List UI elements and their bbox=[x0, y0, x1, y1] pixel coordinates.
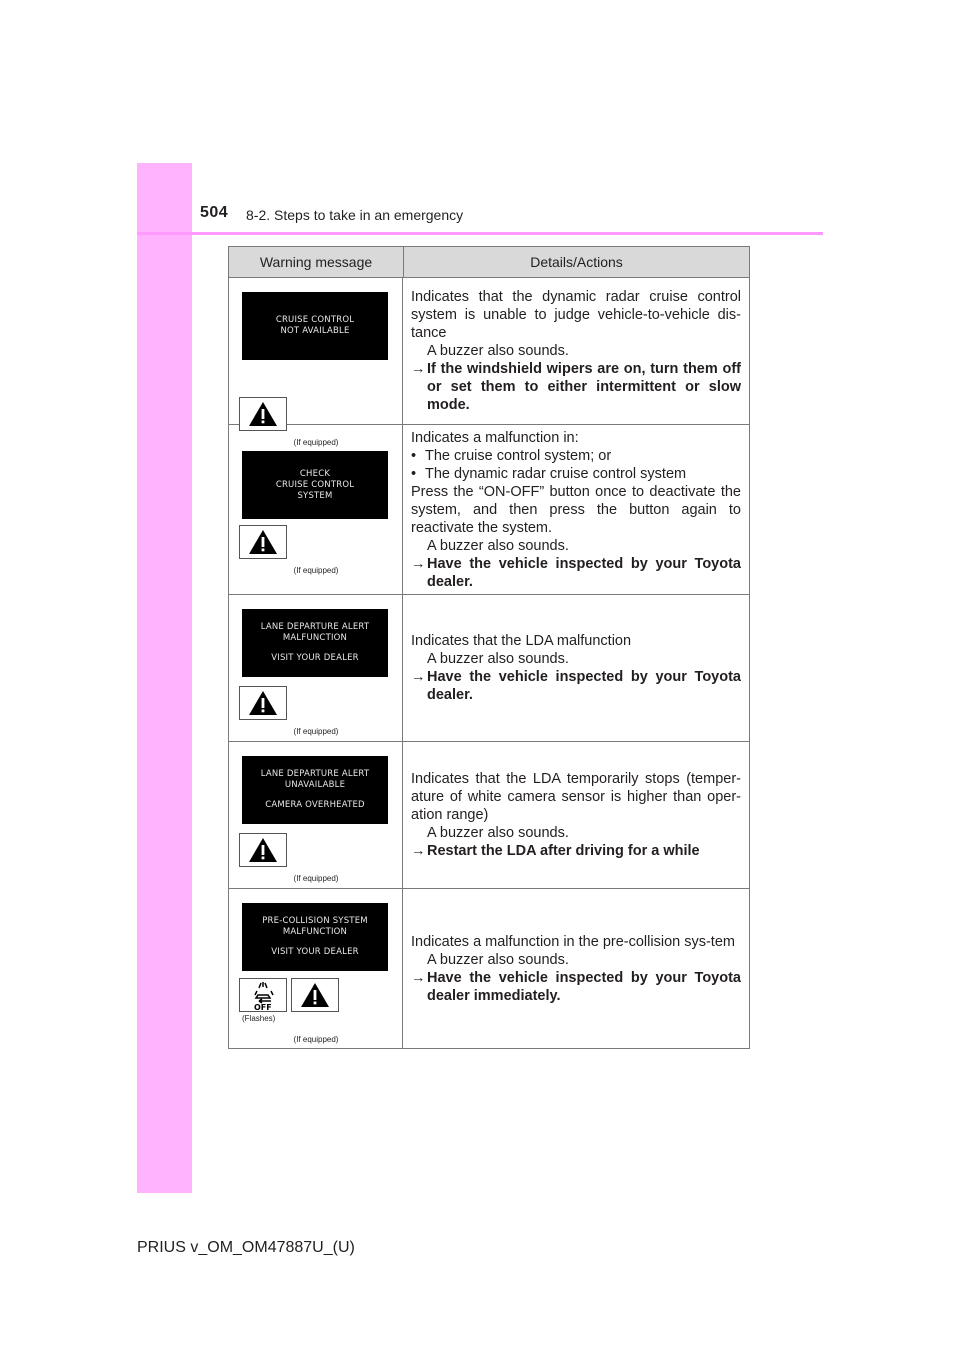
warning-triangle-icon bbox=[291, 978, 339, 1012]
column-header-warning-message: Warning message bbox=[229, 247, 404, 277]
screen-text-line: MALFUNCTION bbox=[282, 927, 348, 937]
bullet-mark: • bbox=[411, 465, 417, 482]
if-equipped-note: (If equipped) bbox=[293, 1035, 339, 1044]
screen-text-line: UNAVAILABLE bbox=[284, 780, 346, 790]
screen-text-line: MALFUNCTION bbox=[282, 633, 348, 643]
buzzer-note: A buzzer also sounds. bbox=[427, 825, 569, 841]
if-equipped-note: (If equipped) bbox=[293, 438, 339, 447]
description-text: Indicates that the dynamic radar cruise control system is unable to judge vehicle-to-vehicle dis-tance bbox=[411, 289, 741, 341]
description-text: Indicates that the LDA temporarily stops (temper-ature of white camera sensor is higher than oper-ation range) bbox=[411, 771, 741, 823]
list-item-text: The cruise control system; or bbox=[425, 447, 612, 464]
description-text: Indicates that the LDA malfunction bbox=[411, 633, 632, 649]
action-instruction bbox=[411, 842, 741, 860]
action-instruction bbox=[411, 668, 741, 704]
warning-triangle-icon bbox=[239, 525, 287, 559]
buzzer-note: A buzzer also sounds. bbox=[427, 951, 569, 968]
buzzer-note: A buzzer also sounds. bbox=[427, 537, 569, 554]
arrow-icon: → bbox=[411, 361, 426, 377]
table-row bbox=[229, 595, 749, 742]
table-row bbox=[229, 742, 749, 889]
display-screen-image bbox=[242, 609, 388, 677]
if-equipped-note: (If equipped) bbox=[293, 566, 339, 575]
display-screen-image bbox=[242, 756, 388, 824]
action-text: Restart the LDA after driving for a while bbox=[427, 843, 700, 859]
arrow-icon: → bbox=[411, 669, 426, 685]
screen-text-line: NOT AVAILABLE bbox=[280, 326, 350, 336]
screen-text-line: CHECK bbox=[299, 468, 331, 479]
arrow-icon: → bbox=[411, 555, 426, 572]
action-instruction bbox=[411, 969, 741, 1005]
list-item bbox=[411, 465, 741, 483]
flashes-note: (Flashes) bbox=[242, 1014, 276, 1023]
table-header bbox=[229, 247, 749, 278]
action-instruction bbox=[411, 555, 741, 591]
if-equipped-note: (If equipped) bbox=[293, 874, 339, 883]
screen-text-line: CRUISE CONTROL bbox=[275, 315, 355, 325]
table-row bbox=[229, 425, 749, 595]
action-text: Have the vehicle inspected by your Toyota dealer. bbox=[427, 669, 741, 703]
warning-triangle-icon bbox=[239, 833, 287, 867]
pre-collision-off-icon bbox=[239, 978, 287, 1012]
instruction-text: Press the “ON-OFF” button once to deactivate the system, and then press the button again to reactivate the system. bbox=[411, 483, 741, 536]
screen-text-line: CAMERA OVERHEATED bbox=[265, 800, 365, 810]
arrow-icon: → bbox=[411, 969, 426, 986]
arrow-icon: → bbox=[411, 843, 426, 859]
screen-text-line: VISIT YOUR DEALER bbox=[271, 653, 359, 663]
page-number: 504 bbox=[200, 204, 229, 221]
display-screen-image bbox=[242, 451, 388, 519]
details-cell bbox=[403, 889, 749, 1048]
column-header-details-actions: Details/Actions bbox=[530, 254, 623, 270]
warning-image-cell bbox=[229, 889, 403, 1048]
bullet-mark: • bbox=[411, 447, 417, 464]
section-title: 8-2. Steps to take in an emergency bbox=[246, 207, 464, 223]
screen-text-line: SYSTEM bbox=[297, 490, 333, 501]
chapter-tab-bar bbox=[137, 163, 192, 1193]
warning-image-cell bbox=[229, 278, 403, 447]
buzzer-note: A buzzer also sounds. bbox=[427, 343, 569, 359]
display-screen-image bbox=[242, 292, 388, 360]
details-cell bbox=[403, 595, 749, 741]
warning-message-table bbox=[228, 246, 750, 1049]
action-text: Have the vehicle inspected by your Toyota dealer immediately. bbox=[427, 969, 741, 1004]
details-cell bbox=[403, 742, 749, 888]
warning-image-cell bbox=[229, 425, 403, 594]
buzzer-note: A buzzer also sounds. bbox=[427, 651, 569, 667]
list-item bbox=[411, 447, 741, 465]
details-cell bbox=[403, 425, 749, 594]
screen-text-line: VISIT YOUR DEALER bbox=[271, 947, 359, 957]
warning-image-cell bbox=[229, 742, 403, 888]
display-screen-image bbox=[242, 903, 388, 971]
screen-text-line: PRE-COLLISION SYSTEM bbox=[262, 916, 368, 926]
table-row bbox=[229, 889, 749, 1048]
action-text: Have the vehicle inspected by your Toyota dealer. bbox=[427, 555, 741, 590]
description-text: Indicates a malfunction in: bbox=[411, 429, 579, 446]
list-item-text: The dynamic radar cruise control system bbox=[425, 465, 687, 482]
screen-text-line: LANE DEPARTURE ALERT bbox=[260, 622, 370, 632]
details-cell bbox=[403, 278, 749, 424]
screen-text-line: LANE DEPARTURE ALERT bbox=[260, 769, 370, 779]
action-instruction bbox=[411, 360, 741, 414]
screen-text-line: CRUISE CONTROL bbox=[275, 479, 355, 490]
action-text: If the windshield wipers are on, turn them off or set them to either intermittent or slow mode. bbox=[427, 361, 741, 413]
document-code: PRIUS v_OM_OM47887U_(U) bbox=[137, 1239, 355, 1256]
description-text: Indicates a malfunction in the pre-collision sys-tem bbox=[411, 933, 735, 950]
warning-triangle-icon bbox=[239, 686, 287, 720]
pcs-off-label: OFF bbox=[254, 1003, 272, 1010]
warning-image-cell bbox=[229, 595, 403, 741]
if-equipped-note: (If equipped) bbox=[293, 727, 339, 736]
header-divider bbox=[137, 232, 823, 235]
